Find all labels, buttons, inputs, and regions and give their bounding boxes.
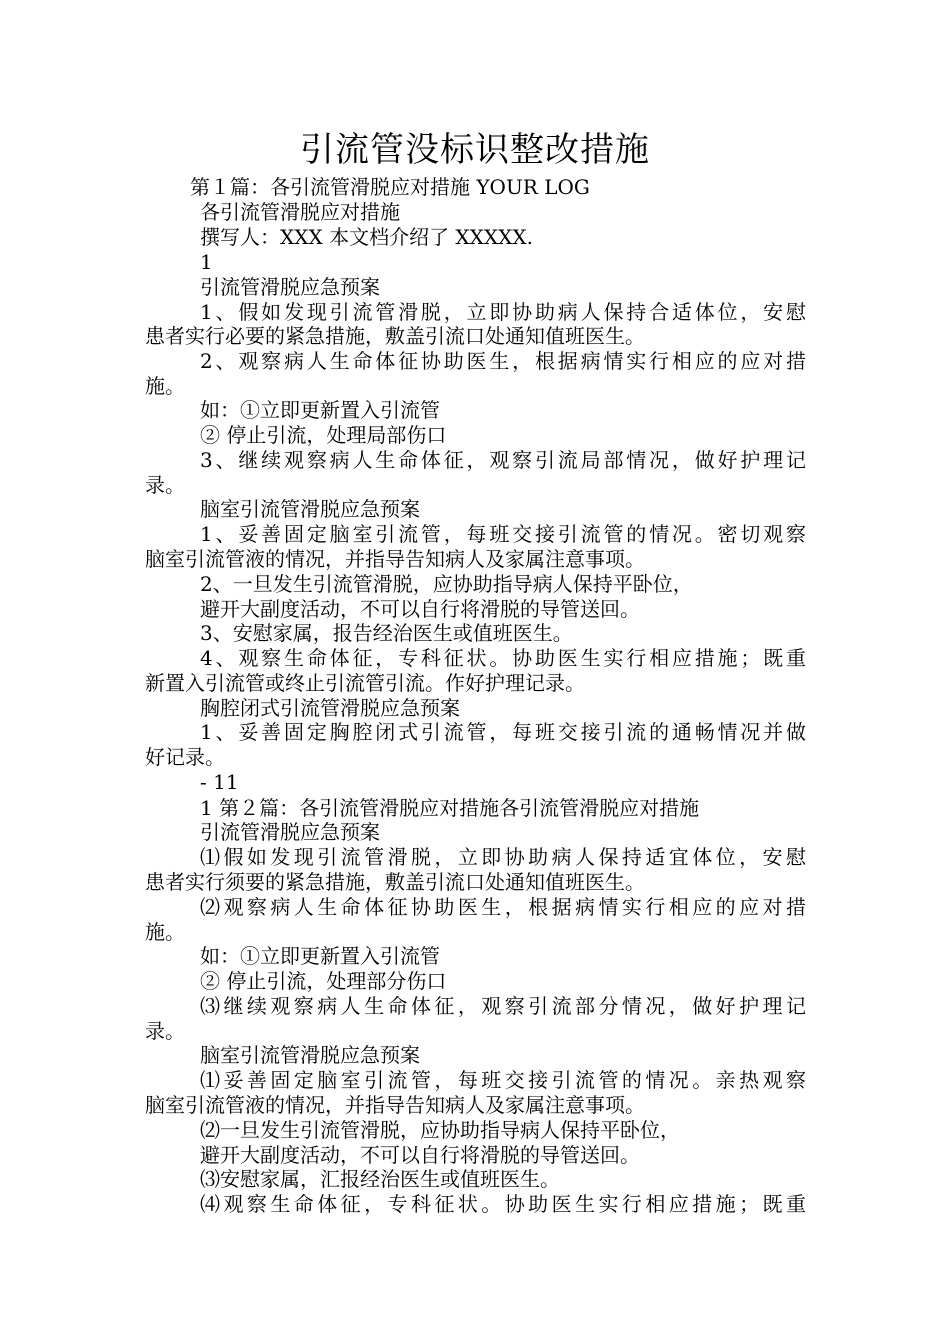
text-line: ② 停止引流，处理部分伤口 [200, 969, 447, 993]
text-line: 2、观察病人生命体征协助医生，根据病情实行相应的应对措 [200, 349, 806, 373]
text-line: ⑵观察病人生命体征协助医生，根据病情实行相应的应对措 [200, 895, 806, 919]
text-line: 2、一旦发生引流管滑脱，应协助指导病人保持平卧位， [200, 572, 693, 596]
text-line: 录。 [145, 473, 185, 497]
subheading: 胸腔闭式引流管滑脱应急预案 [200, 696, 460, 720]
text-line: 患者实行必要的紧急措施，敷盖引流口处通知值班医生。 [145, 324, 645, 348]
text-line: ⑴假如发现引流管滑脱，立即协助病人保持适宜体位，安慰 [200, 845, 806, 869]
subheading: 脑室引流管滑脱应急预案 [200, 1043, 420, 1067]
text-line: ⑶安慰家属，汇报经治医生或值班医生。 [200, 1167, 560, 1191]
text-line: 如：①立即更新置入引流管 [200, 398, 440, 422]
text-line: ⑷观察生命体征，专科征状。协助医生实行相应措施；既重 [200, 1192, 806, 1216]
section-heading-1: 第１篇：各引流管滑脱应对措施 YOUR LOG [190, 175, 590, 199]
section-heading-2: 1 第２篇：各引流管滑脱应对措施各引流管滑脱应对措施 [200, 796, 700, 820]
author-line: 撰写人：XXX 本文档介绍了 XXXXX. [200, 225, 533, 249]
text-line: 录。 [145, 1019, 185, 1043]
text-line: 好记录。 [145, 745, 225, 769]
text-line: 3、安慰家属，报告经治医生或值班医生。 [200, 621, 573, 645]
text-line: ⑵一旦发生引流管滑脱，应协助指导病人保持平卧位， [200, 1118, 680, 1142]
text-line: 1 [200, 250, 213, 274]
document-title: 引流管没标识整改措施 [300, 130, 650, 170]
text-line: 避开大副度活动，不可以自行将滑脱的导管送回。 [200, 597, 640, 621]
text-line: 脑室引流管液的情况，并指导告知病人及家属注意事项。 [145, 1093, 645, 1117]
text-line: 4、观察生命体征，专科征状。协助医生实行相应措施；既重 [200, 646, 806, 670]
text-line: 施。 [145, 920, 185, 944]
text-line: 1、假如发现引流管滑脱，立即协助病人保持合适体位，安慰 [200, 300, 806, 324]
text-line: ⑶继续观察病人生命体征，观察引流部分情况，做好护理记 [200, 994, 806, 1018]
text-line: 新置入引流管或终止引流管引流。作好护理记录。 [145, 671, 585, 695]
text-line: 1、妥善固定脑室引流管，每班交接引流管的情况。密切观察 [200, 522, 806, 546]
text-line: 避开大副度活动，不可以自行将滑脱的导管送回。 [200, 1143, 640, 1167]
text-line: ② 停止引流，处理局部伤口 [200, 423, 447, 447]
text-line: 3、继续观察病人生命体征，观察引流局部情况，做好护理记 [200, 448, 806, 472]
text-line: ⑴妥善固定脑室引流管，每班交接引流管的情况。亲热观察 [200, 1068, 806, 1092]
text-line: 脑室引流管液的情况，并指导告知病人及家属注意事项。 [145, 547, 645, 571]
text-line: 1、妥善固定胸腔闭式引流管，每班交接引流的通畅情况并做 [200, 720, 806, 744]
subheading: 引流管滑脱应急预案 [200, 275, 380, 299]
subheading: 引流管滑脱应急预案 [200, 820, 380, 844]
page-number: - 11 [200, 770, 239, 794]
text-line: 患者实行须要的紧急措施，敷盖引流口处通知值班医生。 [145, 870, 645, 894]
subheading: 脑室引流管滑脱应急预案 [200, 497, 420, 521]
text-line: 施。 [145, 374, 185, 398]
text-line: 如：①立即更新置入引流管 [200, 944, 440, 968]
text-line: 各引流管滑脱应对措施 [200, 200, 400, 224]
